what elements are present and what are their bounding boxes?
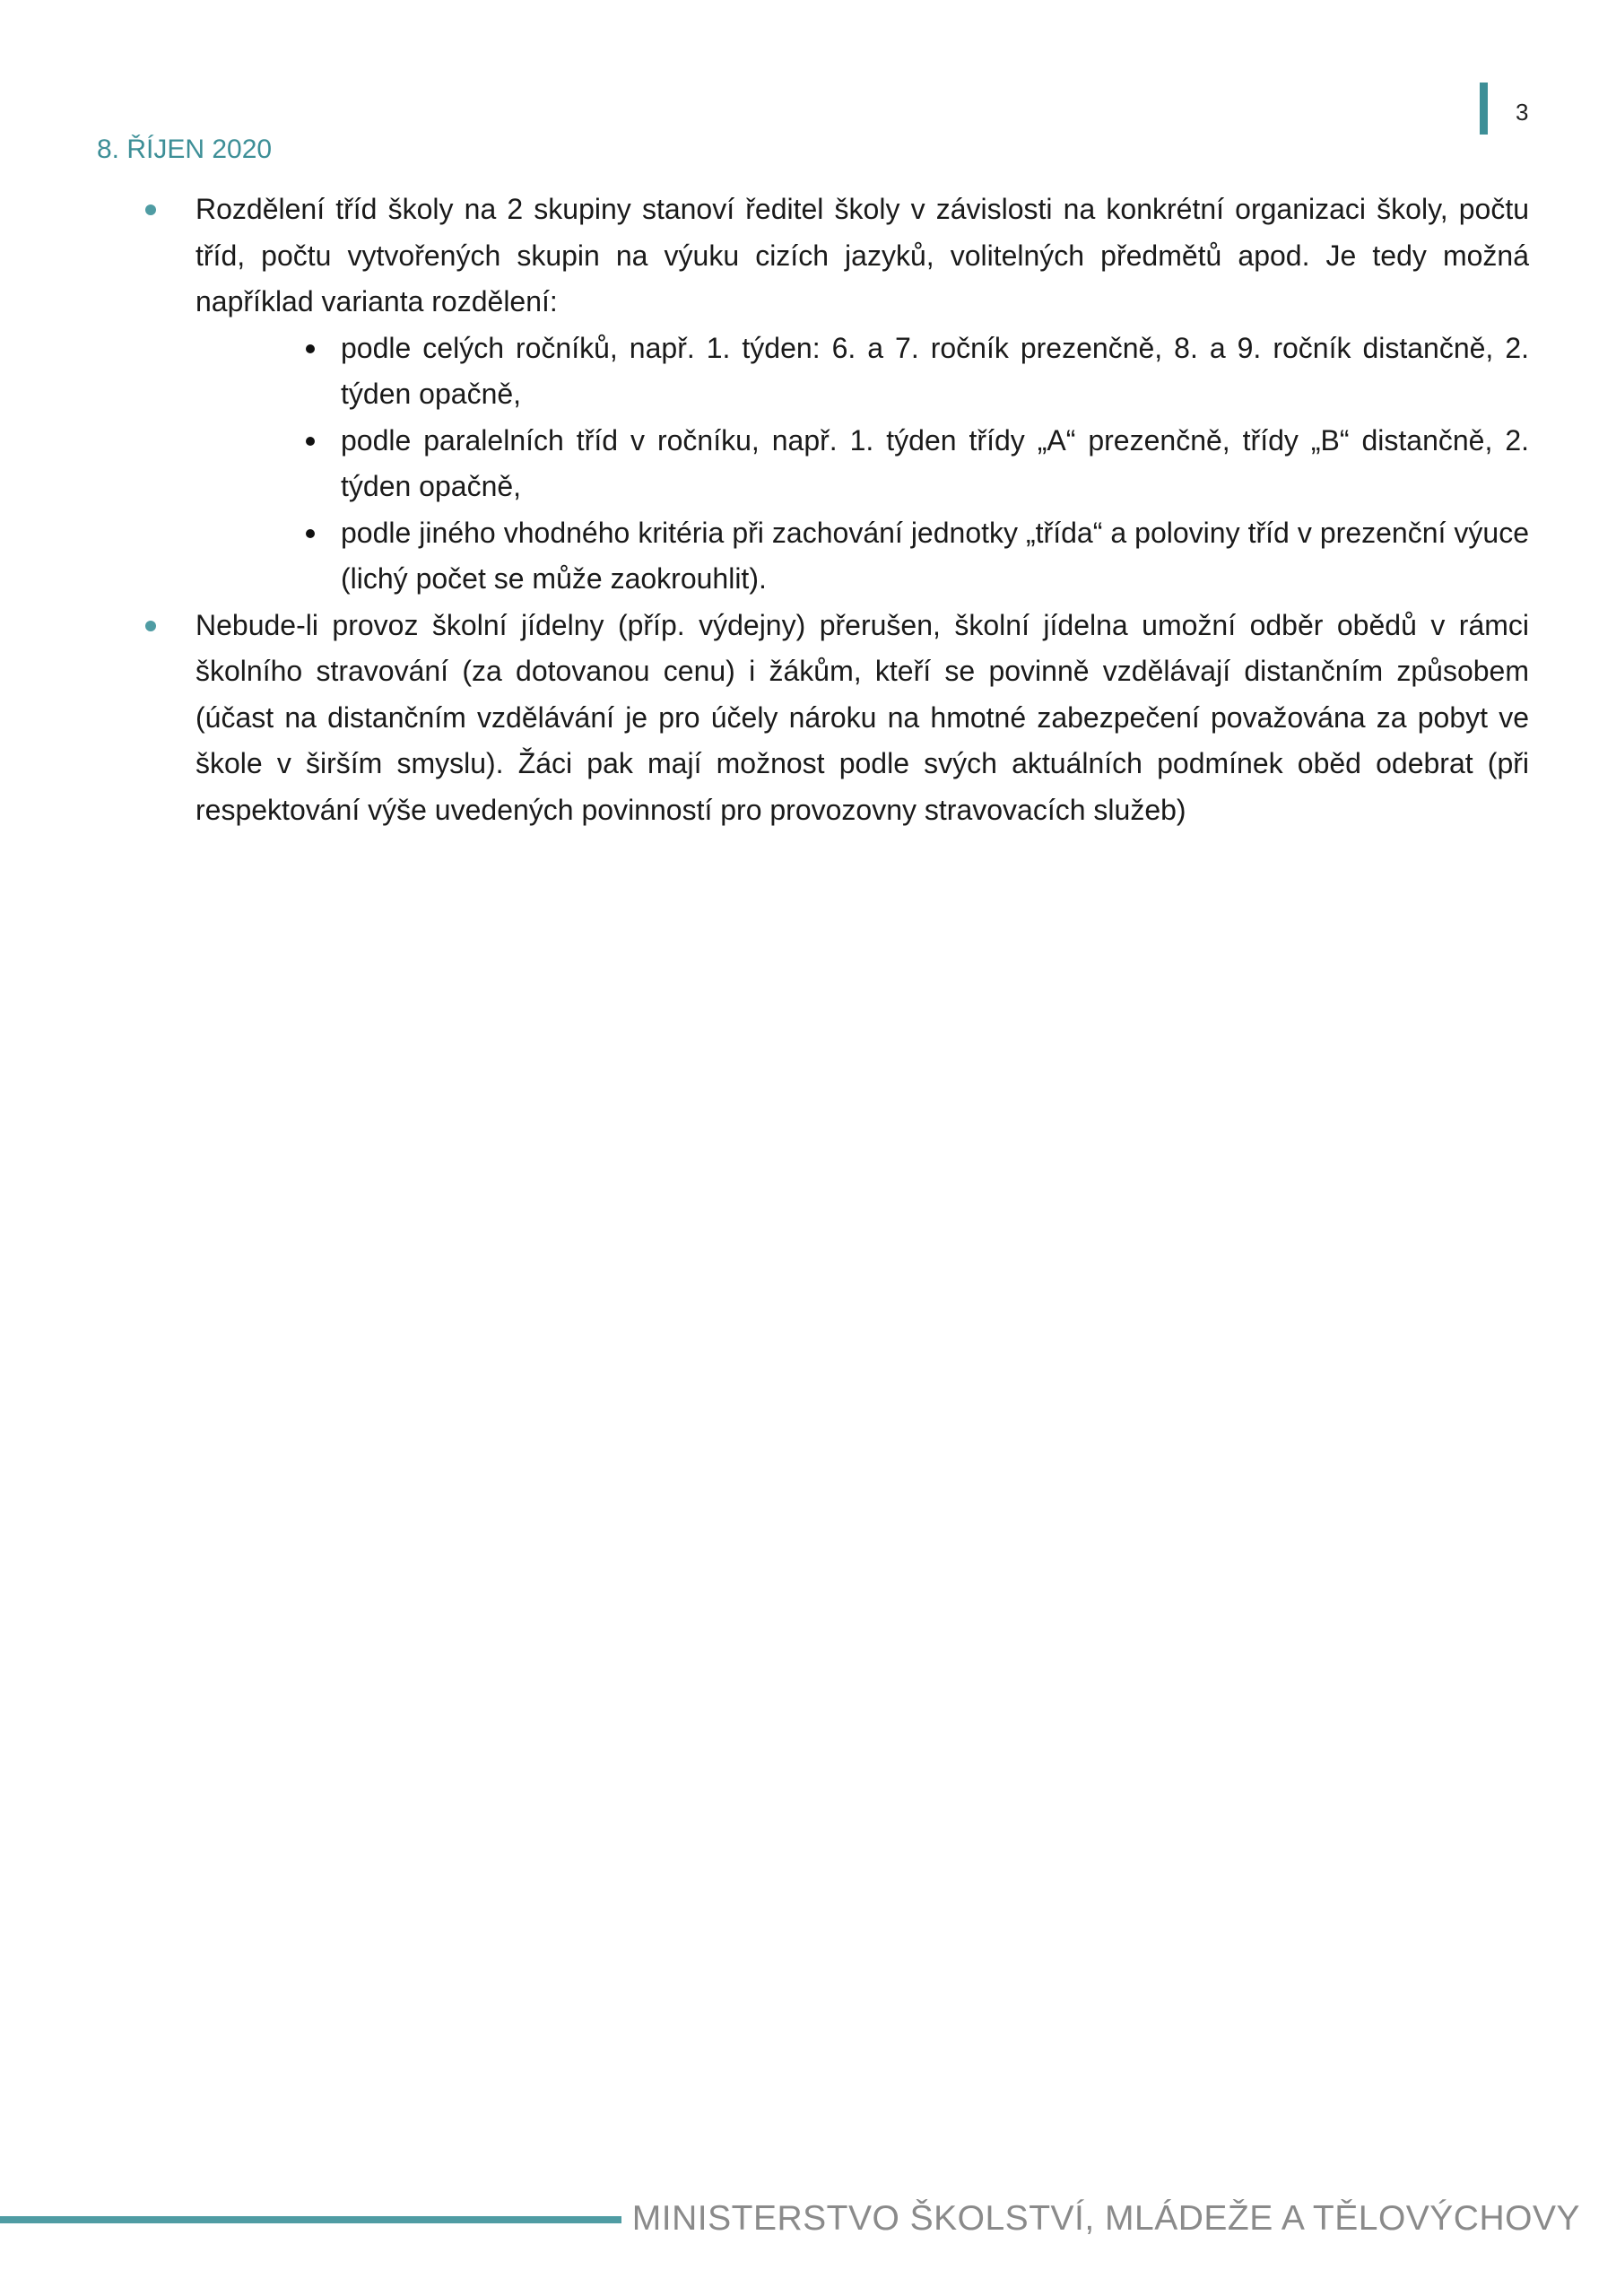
document-body xyxy=(143,187,1529,833)
sub-list-item xyxy=(195,510,1529,603)
bullet-icon xyxy=(145,204,156,215)
footer-organization: MINISTERSTVO ŠKOLSTVÍ, MLÁDEŽE A TĚLOVÝCHOVY xyxy=(631,2199,1580,2238)
sub-list-item-text: podle jiného vhodného kritéria při zachování jednotky „třída“ a poloviny tříd v prezenční výuce (lichý počet se může zaokrouhlit). xyxy=(341,516,1529,595)
bullet-icon xyxy=(145,621,156,631)
sub-list-item-text: podle paralelních tříd v ročníku, např. 1. týden třídy „A“ prezenčně, třídy „B“ distančně, 2. týden opačně, xyxy=(341,423,1529,502)
sub-bullet-list xyxy=(195,326,1529,603)
sub-list-item xyxy=(195,326,1529,418)
page-number-bar xyxy=(1480,83,1488,135)
list-item xyxy=(143,187,1529,603)
bullet-list xyxy=(143,187,1529,833)
page-number: 3 xyxy=(1516,99,1529,126)
sub-list-item xyxy=(195,418,1529,510)
list-item-text: Nebude-li provoz školní jídelny (příp. výdejny) přerušen, školní jídelna umožní odběr obědů v rámci školního stravování (za dotovanou cenu) i žákům, kteří se povinně vzdělávají distančním způsobem (účast na distančním vzdělávání je pro účely nároku na hmotné zabezpečení považována za pobyt ve škole v širším smyslu). Žáci pak mají možnost podle svých aktuálních podmínek oběd odebrat (při respektování výše uvedených povinností pro provozovny stravovacích služeb) xyxy=(195,608,1529,826)
sub-bullet-icon xyxy=(306,344,315,353)
list-item xyxy=(143,603,1529,834)
sub-bullet-icon xyxy=(306,529,315,538)
footer-accent-line xyxy=(0,2216,621,2223)
list-item-text: Rozdělení tříd školy na 2 skupiny stanoví ředitel školy v závislosti na konkrétní organizaci školy, počtu tříd, počtu vytvořených skupin na výuku cizích jazyků, volitelných předmětů apod. Je tedy možná například varianta rozdělení: xyxy=(195,193,1529,317)
header-date: 8. ŘÍJEN 2020 xyxy=(97,135,273,164)
sub-bullet-icon xyxy=(306,437,315,446)
sub-list-item-text: podle celých ročníků, např. 1. týden: 6. a 7. ročník prezenčně, 8. a 9. ročník distančně, 2. týden opačně, xyxy=(341,331,1529,410)
